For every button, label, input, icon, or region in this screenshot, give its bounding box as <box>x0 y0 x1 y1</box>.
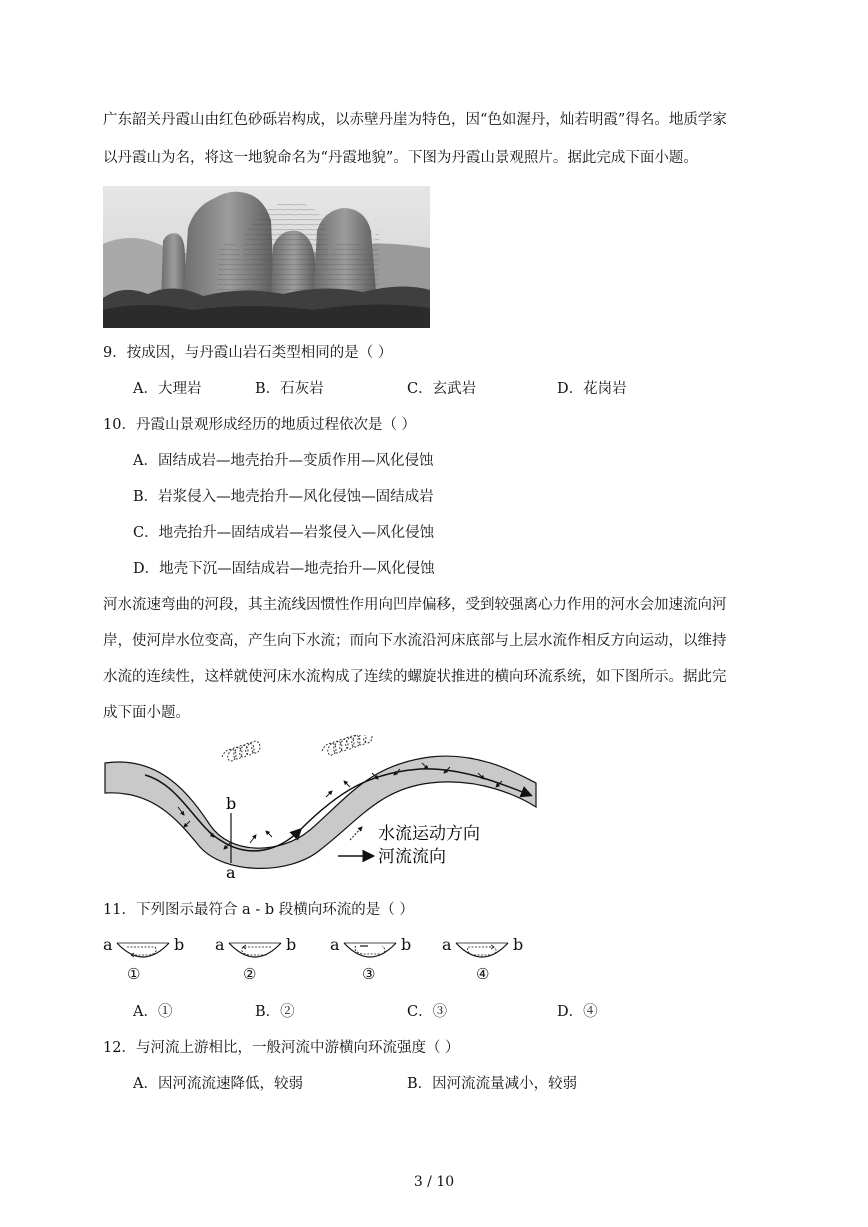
cross-section-3 <box>330 935 415 985</box>
channel-section-sketch <box>454 941 510 963</box>
cs-label-b: b <box>401 935 412 954</box>
danxia-landscape-photo <box>103 186 430 328</box>
q9-option-c: C．玄武岩 <box>407 381 477 397</box>
q11-option-a: A．① <box>133 1004 173 1020</box>
channel-section-sketch <box>227 941 283 963</box>
intro-paragraph-line: 水流的连续性，这样就使河床水流构成了连续的螺旋状推进的横向环流系统，如下图所示。据此完 <box>103 669 727 685</box>
q12-option-a: A．因河流流速降低，较弱 <box>133 1076 303 1092</box>
cs-label-b: b <box>174 935 185 954</box>
cs-number: ④ <box>476 965 490 983</box>
cs-label-a: a <box>330 935 340 954</box>
cs-number: ② <box>243 965 257 983</box>
legend-water-motion: 水流运动方向 <box>378 824 480 844</box>
q11-option-b: B．② <box>255 1004 295 1020</box>
q9-option-d: D．花岗岩 <box>557 381 627 397</box>
cs-label-a: a <box>103 935 113 954</box>
intro-paragraph-line: 广东韶关丹霞山由红色砂砾岩构成，以赤壁丹崖为特色，因“色如渥丹，灿若明霞”得名。地质学家 <box>103 112 727 128</box>
question-11-stem: 11．下列图示最符合 a - b 段横向环流的是（ ） <box>103 902 414 918</box>
channel-section-sketch <box>115 941 171 963</box>
q9-option-b: B．石灰岩 <box>255 381 324 397</box>
helical-flow-sketch <box>222 735 372 761</box>
intro-paragraph-line: 河水流速弯曲的河段，其主流线因惯性作用向凹岸偏移，受到较强离心力作用的河水会加速流向河 <box>103 597 727 613</box>
q9-option-a: A．大理岩 <box>133 381 202 397</box>
cs-label-b: b <box>513 935 524 954</box>
cross-section-1 <box>103 935 188 985</box>
legend-river-flow: 河流流向 <box>378 847 446 867</box>
cs-label-b: b <box>286 935 297 954</box>
q10-option-c: C．地壳抬升—固结成岩—岩浆侵入—风化侵蚀 <box>133 525 435 541</box>
label-a: a <box>226 863 236 882</box>
q11-option-d: D．④ <box>557 1004 598 1020</box>
q11-option-c: C．③ <box>407 1004 448 1020</box>
intro-paragraph-line: 岸，使河岸水位变高，产生向下水流；而向下水流沿河床底部与上层水流作相反方向运动，以维持 <box>103 633 727 649</box>
intro-paragraph-line: 成下面小题。 <box>103 705 190 721</box>
cs-number: ① <box>127 965 141 983</box>
question-9-stem: 9．按成因，与丹霞山岩石类型相同的是（ ） <box>103 345 393 361</box>
cs-number: ③ <box>362 965 376 983</box>
channel-section-sketch <box>342 941 398 963</box>
cs-label-a: a <box>215 935 225 954</box>
q10-option-b: B．岩浆侵入—地壳抬升—风化侵蚀—固结成岩 <box>133 489 434 505</box>
cross-section-4 <box>442 935 527 985</box>
river-channel <box>105 756 536 868</box>
q10-option-d: D．地壳下沉—固结成岩—地壳抬升—风化侵蚀 <box>133 561 435 577</box>
page-number: 3 / 10 <box>413 1174 455 1190</box>
intro-paragraph-line: 以丹霞山为名，将这一地貌命名为“丹霞地貌”。下图为丹霞山景观照片。据此完成下面小题。 <box>103 150 698 166</box>
legend-water-motion-icon <box>350 827 362 840</box>
question-10-stem: 10．丹霞山景观形成经历的地质过程依次是（ ） <box>103 417 417 433</box>
q12-option-b: B．因河流流量减小，较弱 <box>407 1076 578 1092</box>
q10-option-a: A．固结成岩—地壳抬升—变质作用—风化侵蚀 <box>133 453 434 469</box>
cs-label-a: a <box>442 935 452 954</box>
question-12-stem: 12．与河流上游相比，一般河流中游横向环流强度（ ） <box>103 1040 460 1056</box>
cross-section-2 <box>215 935 300 985</box>
label-b: b <box>226 794 237 813</box>
river-circulation-diagram <box>100 735 540 885</box>
